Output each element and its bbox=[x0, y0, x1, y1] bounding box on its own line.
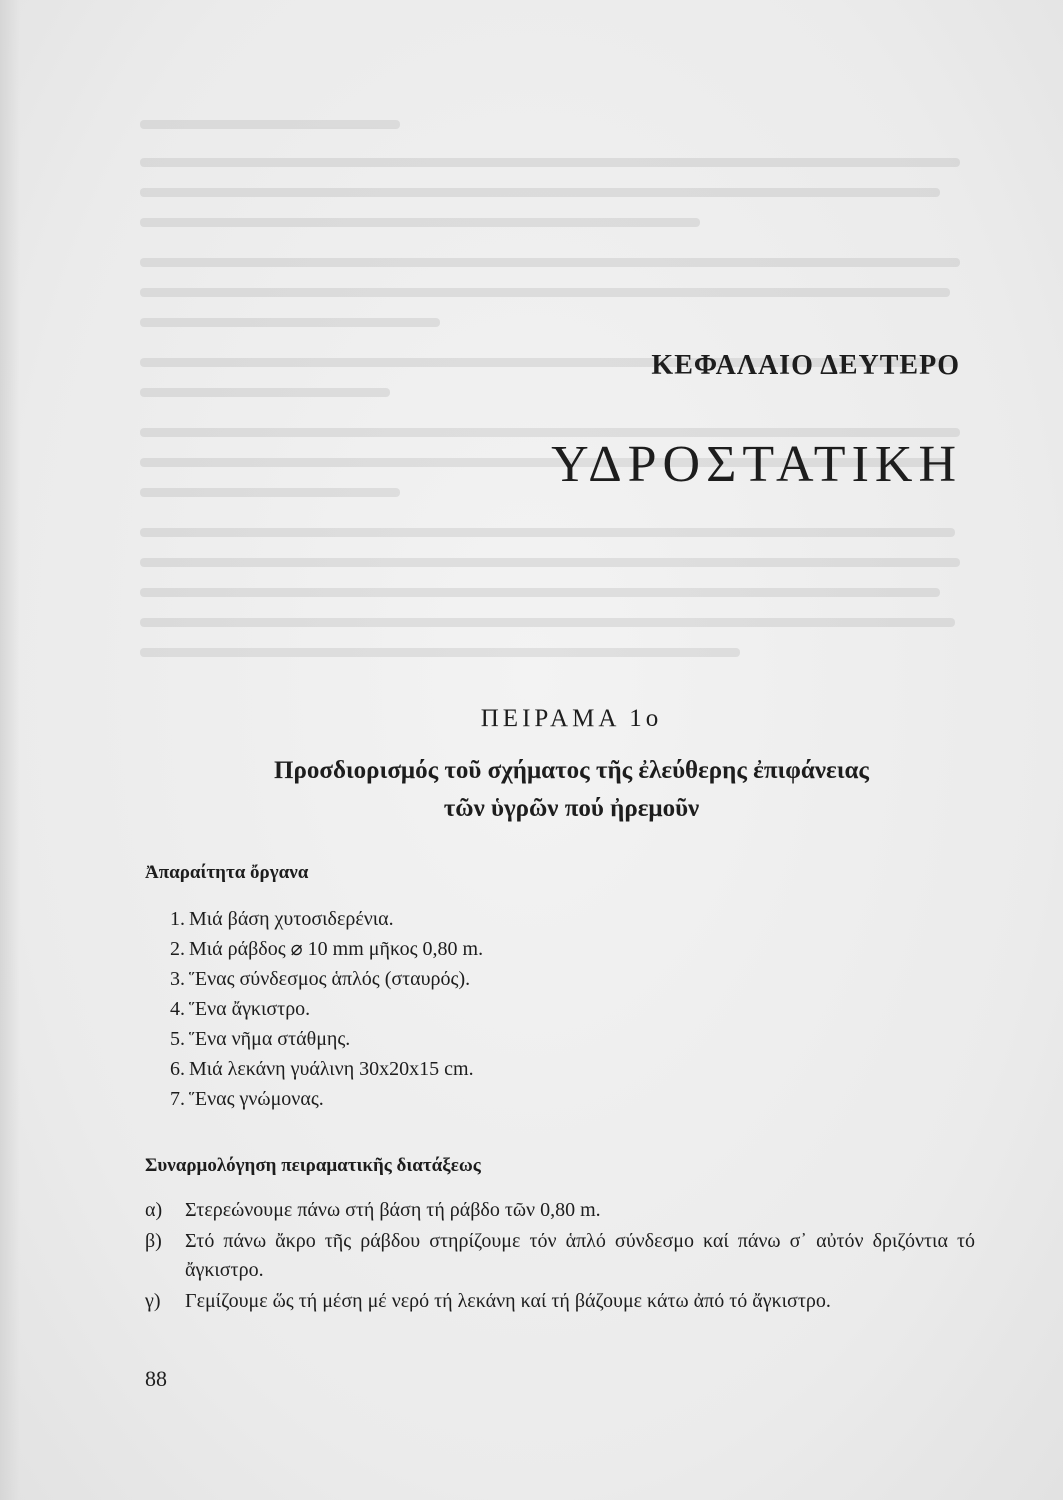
step-text: Γεμίζουμε ὥς τή μέση μέ νερό τή λεκάνη καί τή βάζουμε κάτω ἀπό τό ἄγκιστρο. bbox=[185, 1290, 831, 1312]
instruments-list bbox=[145, 904, 483, 1114]
experiment-title-line-2: τῶν ὑγρῶν πού ἠρεμοῦν bbox=[443, 795, 700, 822]
item-number: 1. bbox=[170, 908, 185, 930]
list-item bbox=[145, 994, 483, 1024]
instruments-heading: Ἀπαραίτητα ὄργανα bbox=[145, 862, 309, 883]
experiment-title-line-1: Προσδιορισμός τοῦ σχήματος τῆς ἐλεύθερης ἐπιφάνειας bbox=[274, 757, 869, 784]
item-number: 5. bbox=[170, 1028, 185, 1050]
item-text: Ἕνας σύνδεσμος ἁπλός (σταυρός). bbox=[189, 968, 471, 990]
bleed-through-texture bbox=[140, 110, 970, 670]
item-text: Μιά λεκάνη γυάλινη 30x20x15 cm. bbox=[189, 1058, 474, 1080]
experiment-title bbox=[0, 752, 1063, 828]
experiment-label: ΠΕΙΡΑΜΑ 1ο bbox=[480, 705, 663, 732]
item-text: Ἕνα νῆμα στάθμης. bbox=[189, 1028, 351, 1050]
page-number: 88 bbox=[145, 1366, 167, 1391]
assembly-steps bbox=[145, 1196, 975, 1318]
item-text: Ἕνας γνώμονας. bbox=[189, 1088, 324, 1110]
item-text: Μιά βάση χυτοσιδερένια. bbox=[189, 908, 394, 930]
item-number: 7. bbox=[170, 1088, 185, 1110]
step-marker: α) bbox=[145, 1199, 163, 1221]
page-edge-shadow bbox=[0, 0, 20, 1500]
list-item bbox=[145, 1024, 483, 1054]
step-text: Στερεώνουμε πάνω στή βάση τή ράβδο τῶν 0,80 m. bbox=[185, 1199, 601, 1221]
list-item bbox=[145, 1054, 483, 1084]
list-item bbox=[145, 934, 483, 964]
step-marker: β) bbox=[145, 1230, 162, 1252]
item-number: 4. bbox=[170, 998, 185, 1020]
list-item bbox=[145, 904, 483, 934]
list-item bbox=[145, 964, 483, 994]
step-item bbox=[145, 1287, 975, 1316]
step-text: Στό πάνω ἄκρο τῆς ράβδου στηρίζουμε τόν ἁπλό σύνδεσμο καί πάνω σ᾽ αὐτόν δριζόντια τό ἄγκιστρο. bbox=[185, 1230, 975, 1281]
item-number: 3. bbox=[170, 968, 185, 990]
chapter-title: ΚΕΦΑΛΑΙΟ ΔΕΥΤΕΡΟ bbox=[651, 350, 960, 381]
item-text: Ἕνα ἄγκιστρο. bbox=[189, 998, 311, 1020]
step-item bbox=[145, 1196, 975, 1225]
list-item bbox=[145, 1084, 483, 1114]
subject-title: ΥΔΡΟΣΤΑΤΙΚΗ bbox=[551, 436, 962, 493]
step-item bbox=[145, 1227, 975, 1285]
item-text: Μιά ράβδος ⌀ 10 mm μῆκος 0,80 m. bbox=[189, 938, 484, 960]
step-marker: γ) bbox=[145, 1290, 161, 1312]
assembly-heading: Συναρμολόγηση πειραματικῆς διατάξεως bbox=[145, 1155, 481, 1176]
item-number: 2. bbox=[170, 938, 185, 960]
item-number: 6. bbox=[170, 1058, 185, 1080]
